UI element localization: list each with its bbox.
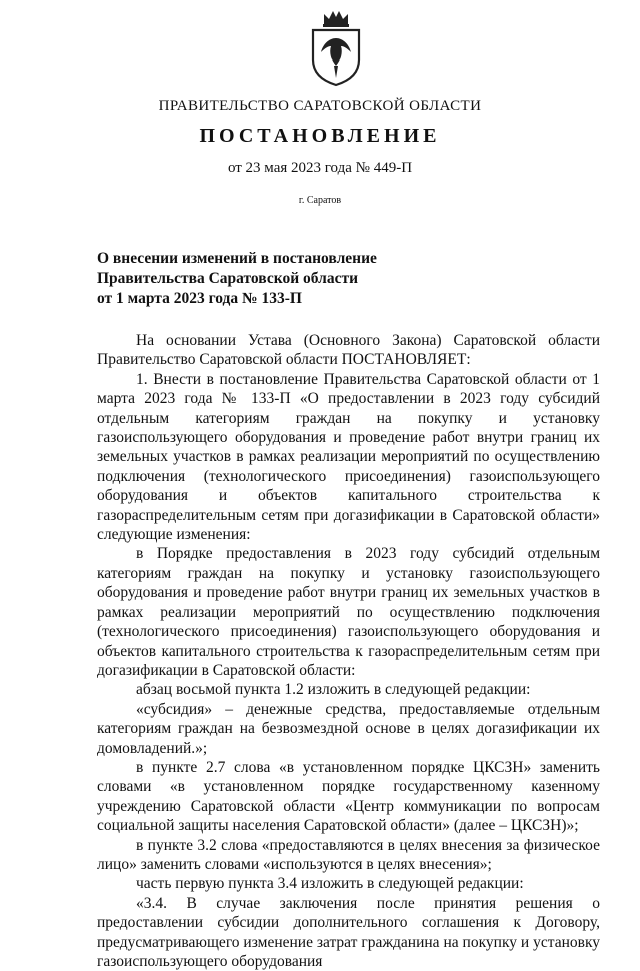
paragraph: абзац восьмой пункта 1.2 изложить в следующей редакции:: [136, 681, 531, 699]
paragraph: в пункте 2.7 слова «в установленном порядке ЦКСЗН» заменить словами «в установленном порядке государственному казенному учреждению Саратовской области «Центр коммуникации по вопросам социальной защиты населения Саратовской области» (далее – ЦКСЗН)»;: [97, 758, 600, 835]
document-subject: [97, 249, 517, 309]
paragraph: часть первую пункта 3.4 изложить в следующей редакции:: [136, 875, 524, 893]
subject-line: от 1 марта 2023 года № 133-П: [97, 290, 302, 307]
subject-line: О внесении изменений в постановление: [97, 250, 377, 267]
document-type: ПОСТАНОВЛЕНИЕ: [199, 125, 441, 147]
paragraph: На основании Устава (Основного Закона) Саратовской области Правительство Саратовской области ПОСТАНОВЛЯЕТ:: [97, 332, 600, 369]
paragraph: «субсидия» – денежные средства, предоставляемые отдельным категориям граждан на безвозмездной основе в целях догазификации их домовладений.»;: [97, 700, 600, 757]
paragraph: в Порядке предоставления в 2023 году субсидий отдельным категориям граждан на покупку и установку газоиспользующего оборудования и проведение работ внутри границ их земельных участков в рамках реализации мероприятий по осуществлению подключения (технологического присоединения) газоиспользующего оборудования и объектов капитального строительства к газораспределительным сетям при догазификации в Саратовской области:: [97, 545, 600, 679]
paragraph: «3.4. В случае заключения после принятия решения о предоставлении субсидии дополнительного соглашения к Договору, предусматривающего изменение затрат гражданина на покупку и установку газоиспользующего оборудования: [97, 894, 600, 970]
date-and-number: от 23 мая 2023 года № 449-П: [227, 160, 413, 176]
coat-of-arms-icon: [307, 8, 365, 88]
paragraph: 1. Внести в постановление Правительства Саратовской области от 1 марта 2023 года № 133-П «О предоставлении в 2023 году субсидий отдельным категориям граждан на покупку и установку газоиспользующего оборудования и проведение работ внутри границ их земельных участков в рамках реализации мероприятий по осуществлению подключения (технологического присоединения) газоиспользующего оборудования и объектов капитального строительства к газораспределительным сетям при догазификации в Саратовской области» следующие изменения:: [97, 370, 600, 544]
document-body: [97, 331, 600, 971]
subject-line: Правительства Саратовской области: [97, 270, 358, 287]
city: г. Саратов: [298, 195, 342, 206]
paragraph: в пункте 3.2 слова «предоставляются в целях внесения за физическое лицо» заменить словами «используются в целях внесения»;: [97, 836, 600, 873]
government-name: ПРАВИТЕЛЬСТВО САРАТОВСКОЙ ОБЛАСТИ: [158, 98, 482, 114]
